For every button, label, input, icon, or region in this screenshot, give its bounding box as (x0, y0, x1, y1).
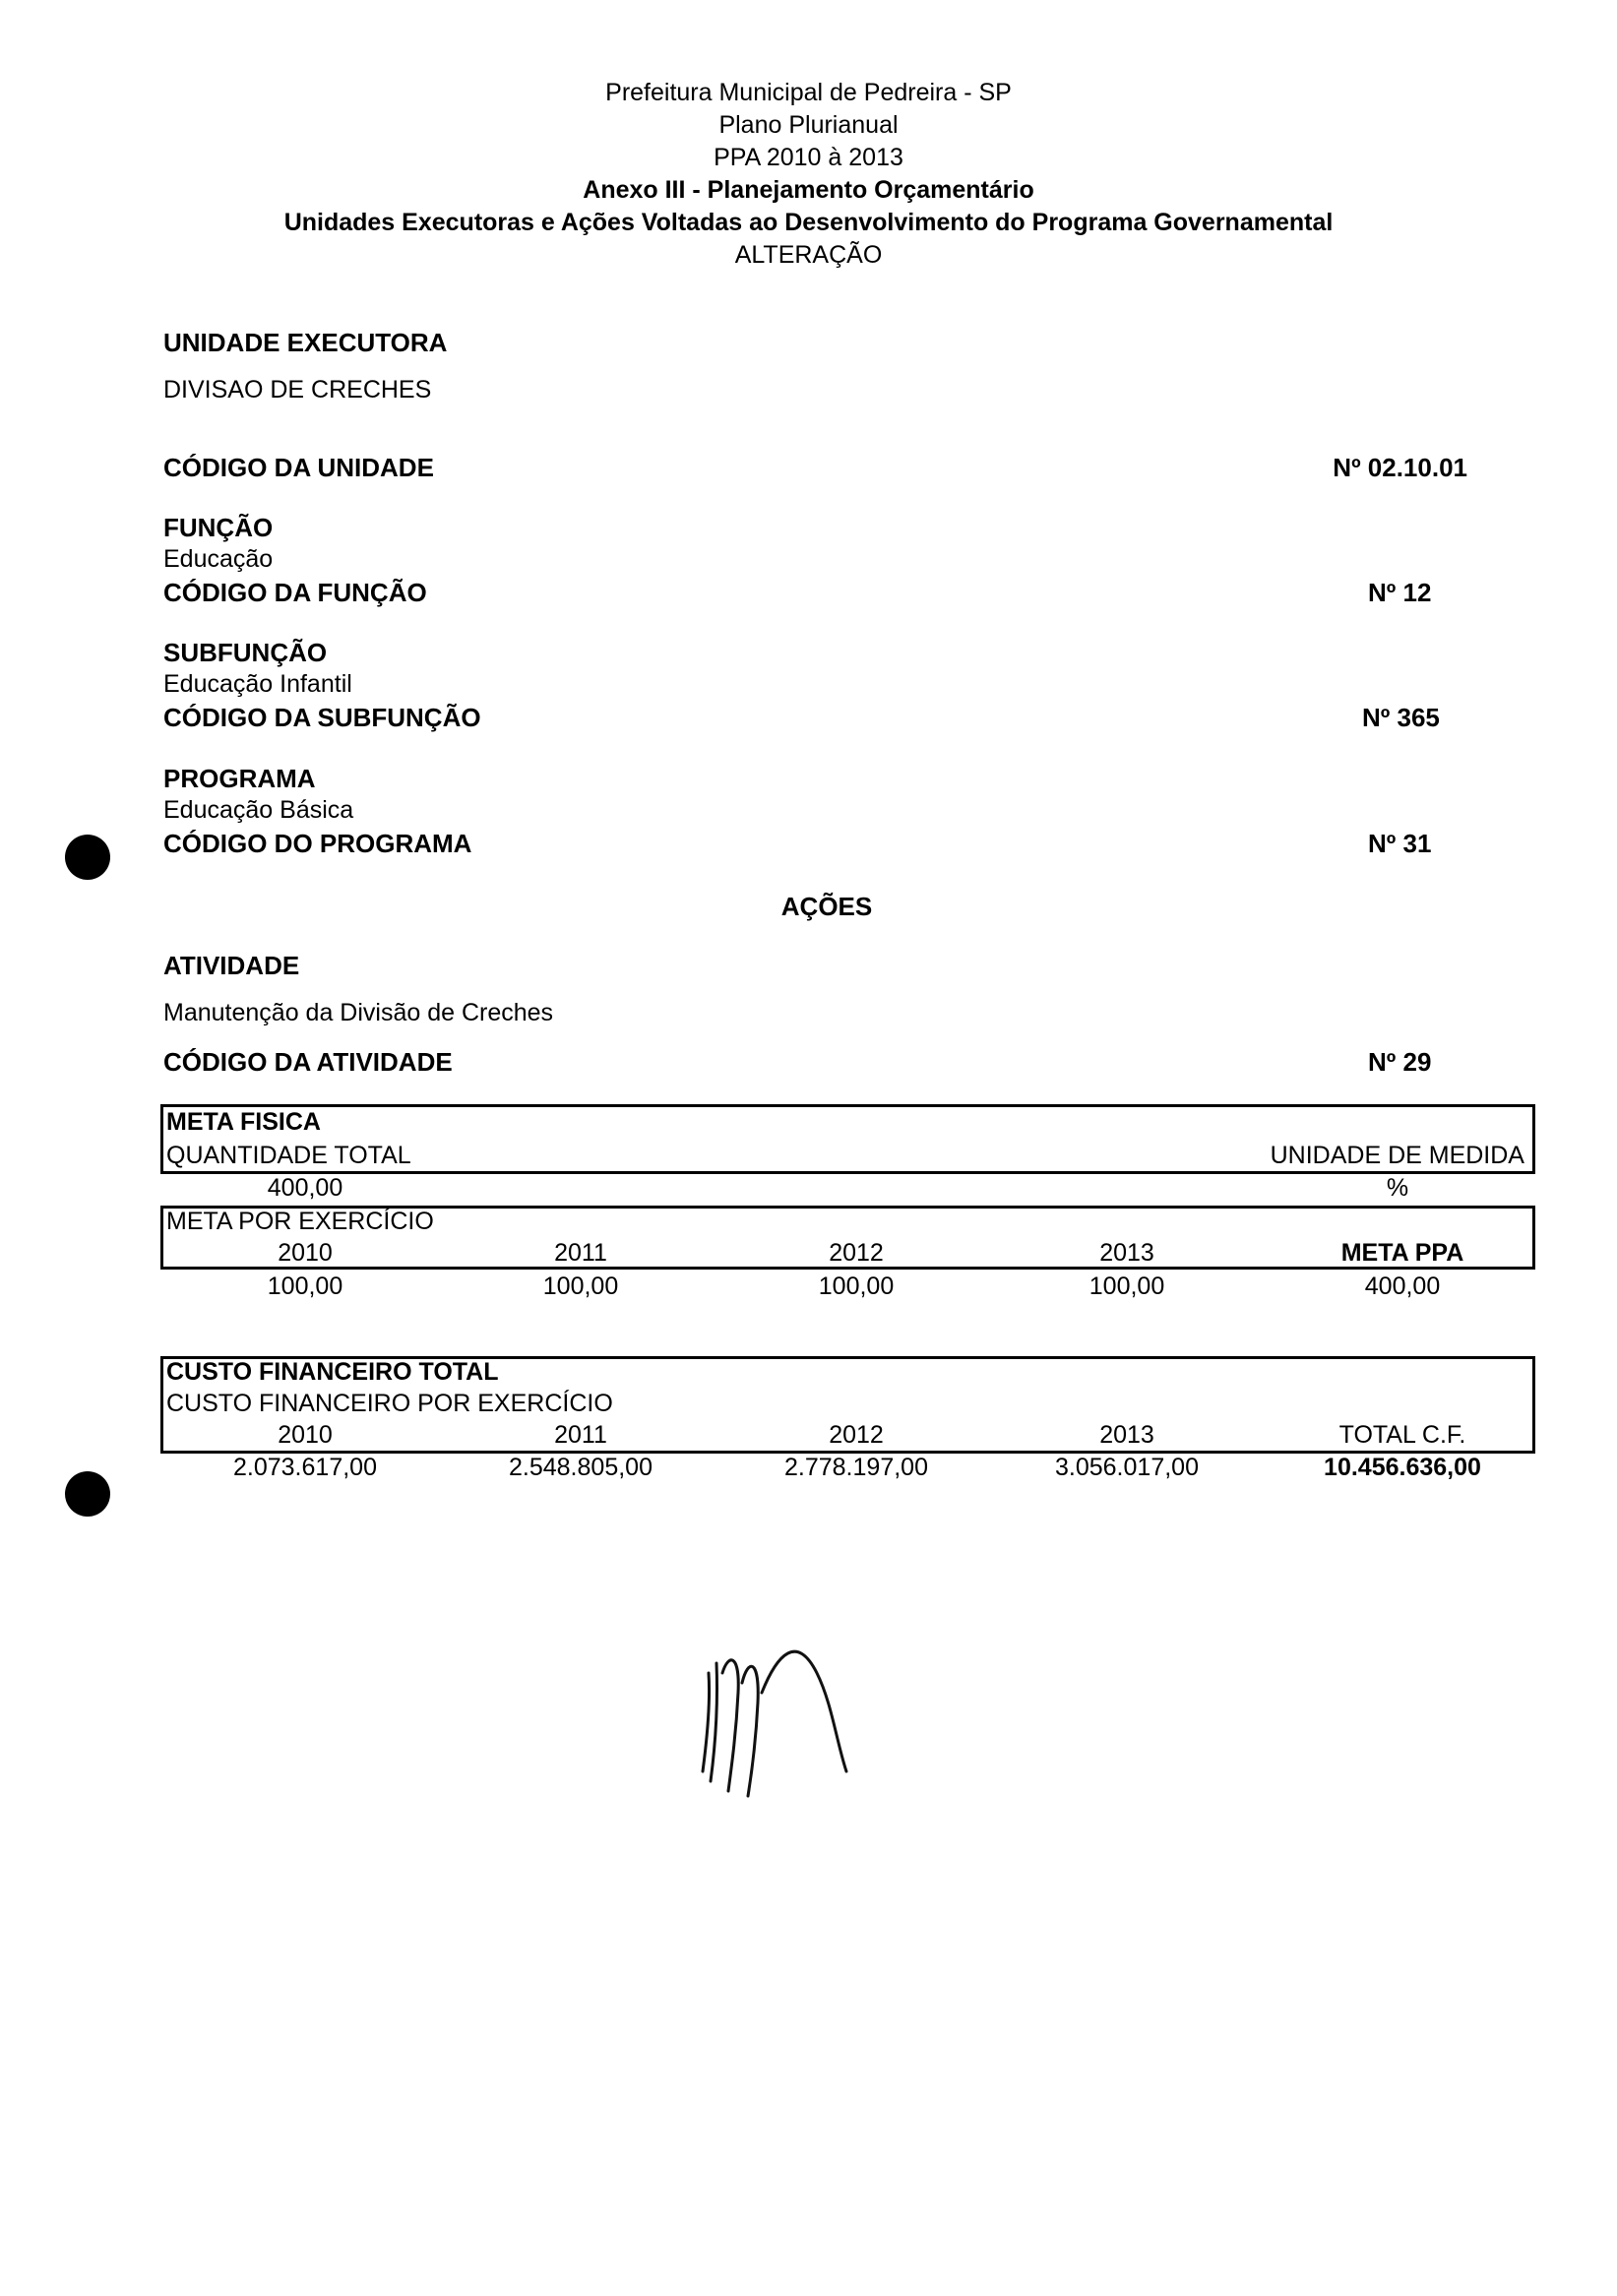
atividade-codigo-label: CÓDIGO DA ATIVIDADE (163, 1047, 453, 1077)
custo-por-exercicio-label: CUSTO FINANCEIRO POR EXERCÍCIO (166, 1390, 613, 1417)
custo-value-2012: 2.778.197,00 (784, 1454, 928, 1481)
subfuncao-codigo-label: CÓDIGO DA SUBFUNÇÃO (163, 703, 481, 732)
punch-hole-bottom (65, 1471, 110, 1517)
unidade-label: UNIDADE EXECUTORA (163, 328, 448, 357)
programa-value: Educação Básica (163, 796, 354, 824)
unidade-value: DIVISAO DE CRECHES (163, 376, 432, 403)
meta-value-2013: 100,00 (1088, 1272, 1165, 1300)
meta-year-2011: 2011 (554, 1239, 607, 1267)
custo-value-2011: 2.548.805,00 (509, 1454, 653, 1481)
atividade-label: ATIVIDADE (163, 951, 300, 980)
header-line-municipality: Prefeitura Municipal de Pedreira - SP (605, 79, 1012, 106)
meta-fisica-title: META FISICA (166, 1108, 321, 1136)
meta-por-exercicio-label: META POR EXERCÍCIO (166, 1208, 434, 1235)
punch-hole-top (65, 835, 110, 880)
atividade-value: Manutenção da Divisão de Creches (163, 999, 554, 1026)
acoes-title: AÇÕES (780, 892, 873, 921)
header-line-subtitle: Unidades Executoras e Ações Voltadas ao Desenvolvimento do Programa Governamental (283, 209, 1334, 236)
custo-year-2011: 2011 (554, 1421, 607, 1449)
custo-total-title: CUSTO FINANCEIRO TOTAL (166, 1358, 499, 1386)
meta-value-2011: 100,00 (542, 1272, 619, 1300)
quantidade-total-label: QUANTIDADE TOTAL (166, 1142, 411, 1169)
meta-value-2010: 100,00 (267, 1272, 343, 1300)
header-line-plan: Plano Plurianual (718, 111, 899, 139)
programa-codigo-label: CÓDIGO DO PROGRAMA (163, 829, 472, 858)
funcao-codigo: Nº 12 (1368, 578, 1432, 607)
custo-total-value: 10.456.636,00 (1324, 1454, 1481, 1481)
custo-year-2010: 2010 (278, 1421, 333, 1449)
meta-year-2013: 2013 (1099, 1239, 1154, 1267)
meta-ppa-value: 400,00 (1364, 1272, 1441, 1300)
header-line-status: ALTERAÇÃO (734, 241, 883, 269)
custo-year-2013: 2013 (1099, 1421, 1154, 1449)
custo-total-label: TOTAL C.F. (1338, 1421, 1466, 1449)
header-line-annex: Anexo III - Planejamento Orçamentário (583, 176, 1034, 204)
custo-year-2012: 2012 (829, 1421, 884, 1449)
subfuncao-label: SUBFUNÇÃO (163, 638, 328, 667)
funcao-codigo-label: CÓDIGO DA FUNÇÃO (163, 578, 427, 607)
funcao-label: FUNÇÃO (163, 513, 274, 542)
quantidade-total-value: 400,00 (267, 1174, 343, 1202)
unidade-medida-value: % (1386, 1174, 1409, 1202)
header-line-period: PPA 2010 à 2013 (714, 144, 903, 171)
meta-value-2012: 100,00 (818, 1272, 895, 1300)
subfuncao-codigo: Nº 365 (1362, 703, 1440, 732)
meta-year-2012: 2012 (829, 1239, 884, 1267)
meta-ppa-label: META PPA (1340, 1239, 1464, 1267)
custo-value-2010: 2.073.617,00 (233, 1454, 377, 1481)
meta-year-2010: 2010 (278, 1239, 333, 1267)
custo-value-2013: 3.056.017,00 (1055, 1454, 1199, 1481)
programa-label: PROGRAMA (163, 764, 316, 793)
unidade-codigo: Nº 02.10.01 (1333, 453, 1467, 482)
atividade-codigo: Nº 29 (1368, 1047, 1432, 1077)
signature-scribble (689, 1634, 866, 1801)
unidade-medida-label: UNIDADE DE MEDIDA (1270, 1142, 1524, 1169)
unidade-codigo-label: CÓDIGO DA UNIDADE (163, 453, 434, 482)
funcao-value: Educação (163, 545, 274, 573)
programa-codigo: Nº 31 (1368, 829, 1432, 858)
subfuncao-value: Educação Infantil (163, 670, 352, 698)
